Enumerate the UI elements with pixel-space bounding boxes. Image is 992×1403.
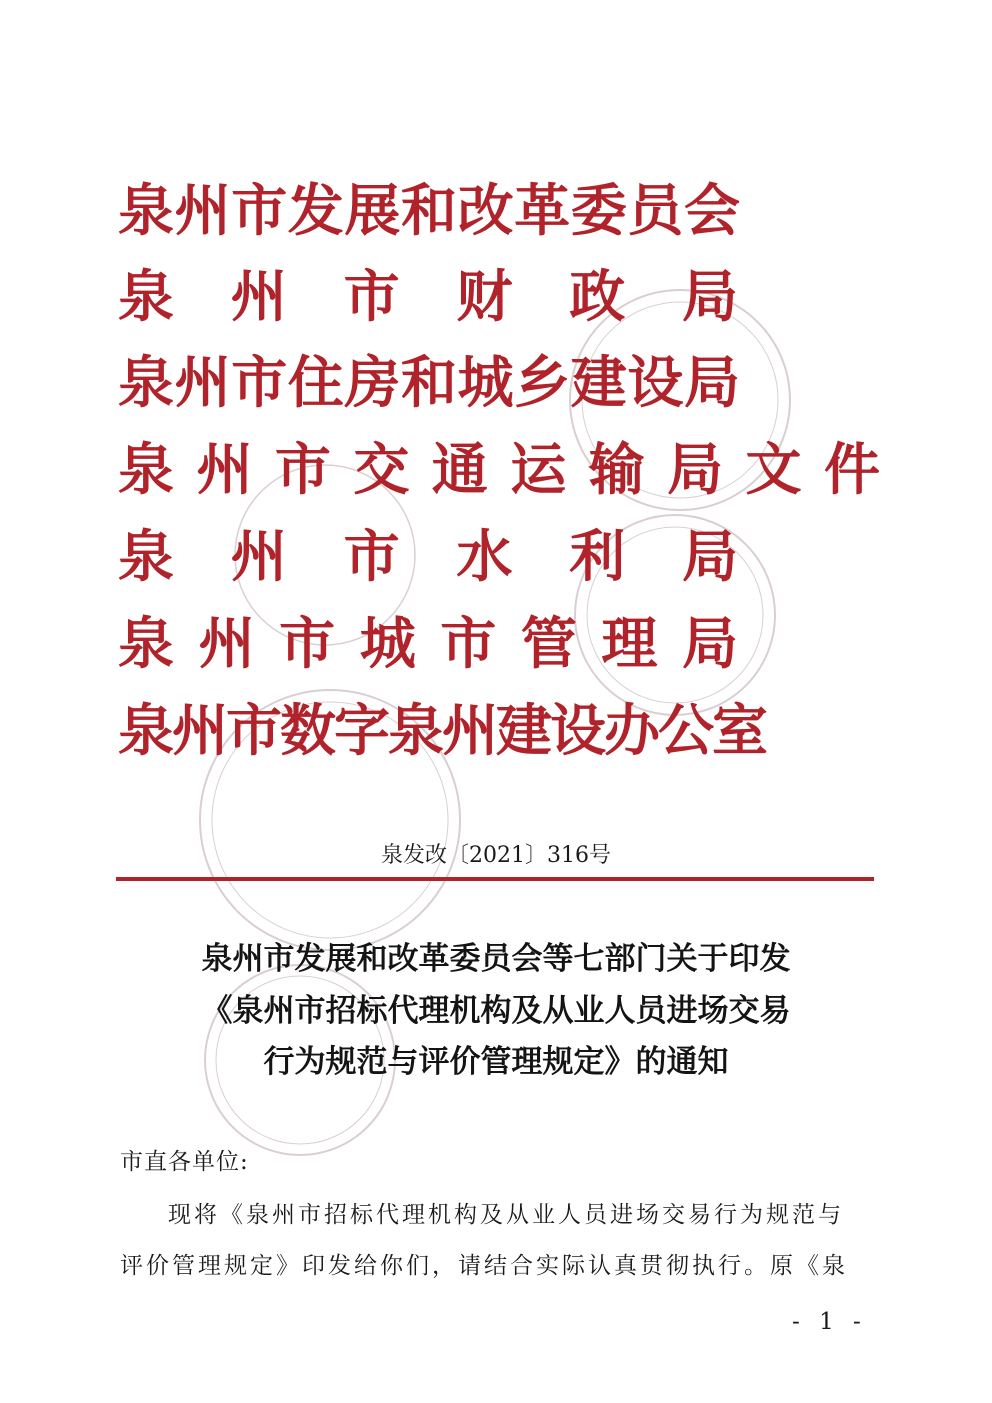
notice-title-line-3: 行为规范与评价管理规定》的通知 (263, 1044, 729, 1080)
page-number: - 1 - (792, 1309, 867, 1335)
issuer-line-3 (118, 344, 738, 424)
issuer-line-7 (118, 692, 766, 772)
notice-title-line-2: 《泉州市招标代理机构及从业人员进场交易 (201, 993, 791, 1029)
red-divider-line (116, 877, 874, 881)
issuer-text: 泉 州 市 数 字 泉 州 建 设 办 公 室 (118, 699, 766, 764)
issuer-text: 泉 州 市 发 展 和 改 革 委 员 会 (118, 179, 738, 244)
issuer-text: 泉 州 市 水 利 局 (118, 525, 738, 590)
issuer-text: 泉 州 市 财 政 局 (118, 265, 738, 330)
issuer-line-2 (118, 258, 738, 338)
document-number: 泉发改〔2021〕316号 (381, 843, 611, 868)
issuer-text: 泉 州 市 交 通 运 输 局 文 件 (118, 438, 878, 503)
salutation: 市直各单位: (120, 1149, 249, 1175)
issuer-text: 泉 州 市 城 市 管 理 局 (118, 612, 738, 677)
issuer-line-4 (118, 431, 878, 511)
issuer-line-5 (118, 518, 738, 598)
body-paragraph-line-2: 评价管理规定》印发给你们，请结合实际认真贯彻执行。原《泉 (120, 1253, 848, 1279)
issuer-line-1 (118, 172, 738, 252)
issuer-text: 泉 州 市 住 房 和 城 乡 建 设 局 (118, 351, 738, 416)
issuer-line-6 (118, 605, 738, 685)
notice-title-line-1: 泉州市发展和改革委员会等七部门关于印发 (201, 941, 791, 977)
body-paragraph-line-1: 现将《泉州市招标代理机构及从业人员进场交易行为规范与 (168, 1202, 844, 1228)
